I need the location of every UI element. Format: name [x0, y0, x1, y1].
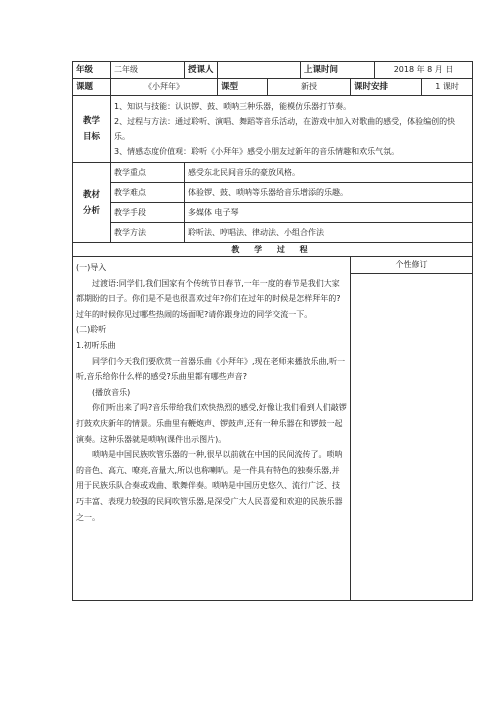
objectives-row	[73, 96, 473, 163]
materials-label	[73, 163, 111, 243]
material-row	[73, 183, 473, 203]
material-key: 教学手段	[111, 203, 185, 223]
section-heading-listen: (二)聆听	[76, 325, 107, 335]
objective-item: 1、知识与技能：认识锣、鼓、唢呐三种乐器，能模仿乐器打节奏。	[114, 102, 352, 111]
subheading-first-listen: 1.初听乐曲	[76, 340, 116, 350]
suona-paragraph: 唢呐是中国民族吹管乐器的一种,很早以前就在中国的民间流传了。唢呐的音色、高亢、嘹亮,音量大,所以也称喇叭。是一件具有特色的独奏乐器,并用于民族乐队合奏或戏曲、歌舞伴奏。唢呐是中国历史悠久、流行广泛、技巧丰富、表现力较强的民间吹管乐器,是深受广大人民喜爱和欢迎的民族乐器之一。	[76, 450, 343, 522]
grade-value: 二年级	[111, 62, 185, 79]
objectives-label-line2: 目标	[82, 132, 100, 142]
teacher-value	[218, 62, 301, 79]
lesson-type-value: 新授	[268, 79, 351, 96]
materials-label-line2: 分析	[82, 205, 100, 216]
material-key: 教学难点	[111, 183, 185, 203]
process-body-row	[73, 257, 473, 601]
feeling-paragraph: 你们听出来了吗?音乐带给我们欢快热烈的感受,好像让我们看到人们敲锣打鼓欢庆新年的情景。乐曲里有鞭炮声、锣鼓声,还有一种乐器在和锣鼓一起演奏。这种乐器就是唢呐(课件出示图片)。	[76, 403, 347, 444]
listen-paragraph: 同学们今天我们要欣赏一首器乐曲《小拜年》,现在老师来播放乐曲,听一听,音乐给你什么样的感受?乐曲里都有哪些声音?	[76, 356, 346, 382]
topic-label: 课题	[73, 79, 111, 96]
objectives-label	[73, 96, 111, 163]
objectives-label-line1: 教学	[82, 116, 100, 126]
transition-paragraph: 过渡语:同学们,我们国家有个传统节日春节,一年一度的春节是我们大家都期盼的日子。你们是不是也很喜欢过年?你们在过年的时候是怎样拜年的?过年的时候你见过哪些热闹的场面呢?请你跟身边的同学交流一下。	[76, 278, 341, 319]
material-row	[73, 223, 473, 243]
material-row	[73, 163, 473, 183]
class-time-label: 上课时间	[301, 62, 375, 79]
lesson-plan-sheet	[72, 61, 472, 601]
material-row	[73, 203, 473, 223]
lesson-plan-table	[72, 61, 473, 601]
lesson-type-label: 课型	[218, 79, 268, 96]
teacher-label: 授课人	[185, 62, 218, 79]
process-body	[73, 257, 351, 601]
objectives-content	[111, 96, 473, 163]
topic-value: 《小拜年》	[111, 79, 218, 96]
material-key: 教学重点	[111, 163, 185, 183]
revision-column	[351, 257, 473, 601]
hours-value: 1 课时	[422, 79, 473, 96]
objective-item: 2、过程与方法：通过聆听、演唱、舞蹈等音乐活动，在游戏中加入对歌曲的感受，体验编创的快乐。	[114, 117, 456, 141]
material-value: 多媒体 电子琴	[185, 203, 473, 223]
play-music-note: (播放音乐)	[92, 387, 131, 397]
section-heading-intro: (一)导入	[76, 263, 107, 272]
hours-label: 课时安排	[351, 79, 422, 96]
material-value: 体验锣、鼓、唢呐等乐器给音乐增添的乐趣。	[185, 183, 473, 203]
class-time-value: 2018 年 8 月 日	[375, 62, 473, 79]
header-row-2	[73, 79, 473, 96]
header-row-1	[73, 62, 473, 79]
material-value: 感受东北民间音乐的豪放风格。	[185, 163, 473, 183]
grade-label: 年级	[73, 62, 111, 79]
material-key: 教学方法	[111, 223, 185, 243]
process-title: 教 学 过 程	[73, 243, 473, 257]
process-title-row	[73, 243, 473, 257]
objective-item: 3、情感态度价值观：聆听《小拜年》感受小朋友过新年的音乐情趣和欢乐气氛。	[114, 147, 400, 156]
material-value: 聆听法、哼唱法、律动法、小组合作法	[185, 223, 473, 243]
revision-header: 个性修订	[351, 257, 472, 274]
materials-label-line1: 教材	[82, 189, 100, 200]
